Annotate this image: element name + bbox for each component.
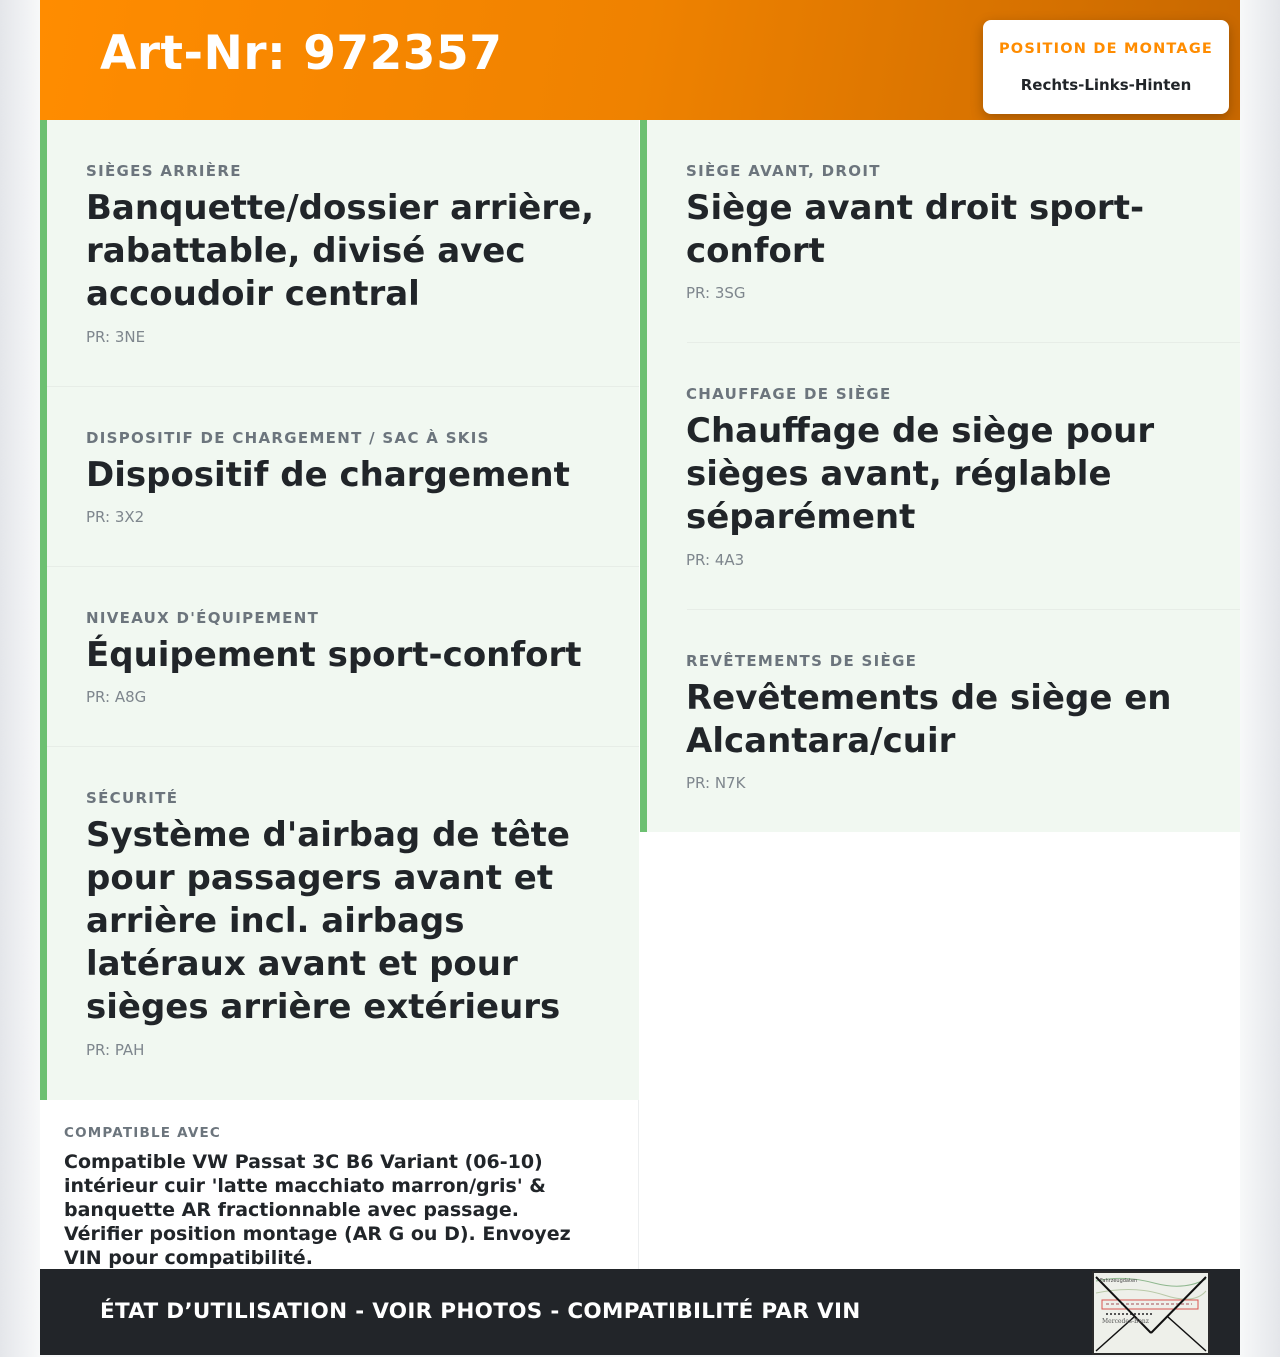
feature-card-seat-covers	[640, 610, 1240, 832]
feature-pr-code: PR: 3X2	[86, 508, 145, 526]
feature-title: Chauffage de siège pour sièges avant, réglable séparément	[686, 411, 1155, 537]
mount-position-title: POSITION DE MONTAGE	[998, 41, 1214, 57]
feature-category: SIÈGE AVANT, DROIT	[686, 162, 881, 180]
feature-pr-code: PR: 3NE	[86, 328, 146, 346]
feature-pr-code: PR: N7K	[686, 774, 746, 792]
feature-card-equipment-level	[40, 567, 639, 747]
sticker-line-1: Fahrzeugdaten	[1100, 1278, 1138, 1284]
feature-title: Équipement sport-confort	[86, 635, 582, 675]
article-number: Art-Nr: 972357	[100, 26, 503, 81]
feature-card-rear-seats	[40, 120, 639, 387]
feature-title: Revêtements de siège en Alcantara/cuir	[686, 678, 1172, 761]
feature-card-safety	[40, 747, 639, 1100]
feature-pr-code: PR: A8G	[86, 688, 147, 706]
footer-bar	[40, 1269, 1240, 1355]
feature-pr-code: PR: 3SG	[686, 284, 746, 302]
feature-category: DISPOSITIF DE CHARGEMENT / SAC À SKIS	[86, 429, 490, 447]
feature-pr-code: PR: 4A3	[686, 551, 745, 569]
compatibility-text: Compatible VW Passat 3C B6 Variant (06-10) intérieur cuir 'latte macchiato marron/gris' & banquette AR fractionnable avec passage. Vérifier position montage (AR G ou D). Envoyez VIN pour compatibilité.	[64, 1151, 571, 1269]
feature-title: Banquette/dossier arrière, rabattable, divisé avec accoudoir central	[86, 188, 595, 314]
feature-pr-code: PR: PAH	[86, 1041, 145, 1059]
mount-position-card	[983, 20, 1229, 114]
feature-title: Système d'airbag de tête pour passagers avant et arrière incl. airbags latéraux avant et pour sièges arrière extérieurs	[86, 815, 570, 1027]
footer-text: ÉTAT D’UTILISATION - VOIR PHOTOS - COMPATIBILITÉ PAR VIN	[100, 1299, 861, 1324]
header-banner	[40, 0, 1240, 120]
feature-card-seat-heating	[640, 343, 1240, 610]
sticker-line-2: Mercedes-Benz	[1102, 1318, 1149, 1325]
feature-category: CHAUFFAGE DE SIÈGE	[686, 385, 892, 403]
compatibility-label: COMPATIBLE AVEC	[64, 1125, 222, 1141]
feature-category: SÉCURITÉ	[86, 789, 179, 807]
compatibility-section	[40, 1100, 639, 1269]
mount-position-value: Rechts-Links-Hinten	[1020, 76, 1192, 94]
feature-title: Dispositif de chargement	[86, 455, 570, 495]
page	[40, 0, 1240, 1355]
sticker-envelope-icon	[1094, 1273, 1208, 1353]
feature-category: NIVEAUX D'ÉQUIPEMENT	[86, 609, 320, 627]
feature-category: SIÈGES ARRIÈRE	[86, 162, 242, 180]
feature-card-loading-device	[40, 387, 639, 567]
vehicle-data-sticker-thumbnail[interactable]	[1092, 1271, 1210, 1355]
feature-title: Siège avant droit sport-confort	[686, 188, 1145, 271]
feature-category: REVÊTEMENTS DE SIÈGE	[686, 652, 918, 670]
feature-card-front-seat	[640, 120, 1240, 343]
